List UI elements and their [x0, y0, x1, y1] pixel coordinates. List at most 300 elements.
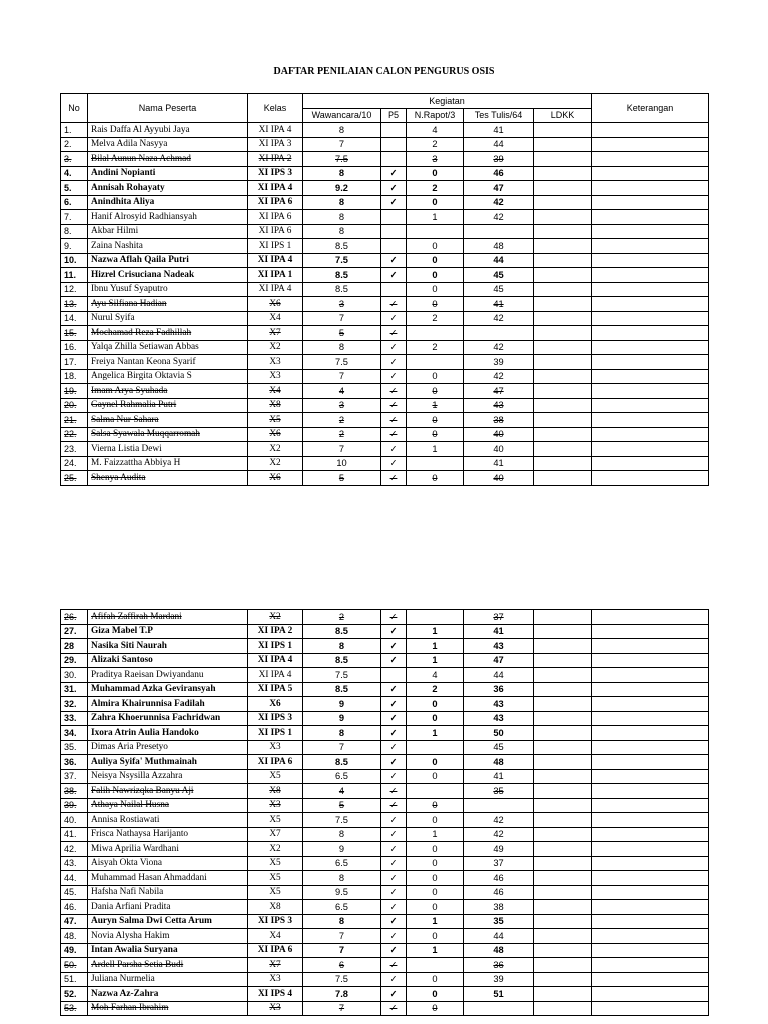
- row-kelas: X3: [248, 972, 303, 987]
- row-keterangan: [592, 900, 709, 915]
- row-kelas: XI IPS 1: [248, 726, 303, 741]
- row-nrapot: 0: [407, 798, 464, 813]
- row-nama: Nasika Siti Naurah: [88, 639, 248, 654]
- row-ldkk: [534, 798, 592, 813]
- row-no: 2.: [61, 137, 88, 152]
- row-kelas: X6: [248, 471, 303, 486]
- row-nama: M. Faizzattha Abbiya H: [88, 456, 248, 471]
- header-testulis: Tes Tulis/64: [464, 108, 534, 123]
- row-no: 19.: [61, 384, 88, 399]
- row-nrapot: 0: [407, 1001, 464, 1016]
- table-row: [61, 842, 709, 857]
- row-nama: Ayu Silfiana Hadian: [88, 297, 248, 312]
- row-kelas: XI IPA 6: [248, 755, 303, 770]
- row-wawancara: 7: [303, 137, 381, 152]
- row-wawancara: 9.5: [303, 885, 381, 900]
- row-wawancara: 7: [303, 1001, 381, 1016]
- row-nama: Nazwa Aflah Qaila Putri: [88, 253, 248, 268]
- row-keterangan: [592, 813, 709, 828]
- row-kelas: X7: [248, 958, 303, 973]
- row-wawancara: 5: [303, 471, 381, 486]
- row-testulis: 42: [464, 827, 534, 842]
- table-row: [61, 769, 709, 784]
- row-ldkk: [534, 972, 592, 987]
- row-no: 37.: [61, 769, 88, 784]
- row-nrapot: [407, 740, 464, 755]
- row-keterangan: [592, 123, 709, 138]
- row-kelas: X2: [248, 610, 303, 625]
- row-kelas: X4: [248, 311, 303, 326]
- row-wawancara: 7.5: [303, 152, 381, 167]
- row-nrapot: [407, 224, 464, 239]
- header-no: No: [61, 94, 88, 123]
- row-ldkk: [534, 123, 592, 138]
- row-nama: Rais Daffa Al Ayyubi Jaya: [88, 123, 248, 138]
- row-wawancara: 8: [303, 871, 381, 886]
- row-keterangan: [592, 639, 709, 654]
- header-nrapot: N.Rapot/3: [407, 108, 464, 123]
- row-nama: Moh Farhan Ibrahim: [88, 1001, 248, 1016]
- row-nama: Dania Arfiani Pradita: [88, 900, 248, 915]
- row-ldkk: [534, 137, 592, 152]
- row-no: 8.: [61, 224, 88, 239]
- row-keterangan: [592, 224, 709, 239]
- row-testulis: 40: [464, 471, 534, 486]
- row-ldkk: [534, 871, 592, 886]
- row-testulis: 35: [464, 914, 534, 929]
- row-kelas: XI IPA 4: [248, 253, 303, 268]
- row-nama: Zahra Khoerunnisa Fachridwan: [88, 711, 248, 726]
- row-keterangan: [592, 987, 709, 1002]
- row-no: 45.: [61, 885, 88, 900]
- row-keterangan: [592, 297, 709, 312]
- row-kelas: XI IPS 3: [248, 711, 303, 726]
- table-row: [61, 943, 709, 958]
- row-wawancara: 7: [303, 311, 381, 326]
- row-wawancara: 7: [303, 369, 381, 384]
- row-testulis: 44: [464, 137, 534, 152]
- row-wawancara: 8: [303, 224, 381, 239]
- row-wawancara: 2: [303, 427, 381, 442]
- row-keterangan: [592, 653, 709, 668]
- row-nama: Mochamad Reza Fadhillah: [88, 326, 248, 341]
- row-testulis: 44: [464, 253, 534, 268]
- row-kelas: X2: [248, 456, 303, 471]
- table-row: [61, 340, 709, 355]
- row-nama: Salma Nur Sahara: [88, 413, 248, 428]
- row-wawancara: 2: [303, 413, 381, 428]
- table-row: [61, 740, 709, 755]
- row-wawancara: 9: [303, 711, 381, 726]
- row-nama: Neisya Nsysilla Azzahra: [88, 769, 248, 784]
- row-kelas: XI IPS 3: [248, 166, 303, 181]
- row-nrapot: 0: [407, 253, 464, 268]
- row-nrapot: 0: [407, 972, 464, 987]
- row-no: 27.: [61, 624, 88, 639]
- row-ldkk: [534, 369, 592, 384]
- row-no: 20.: [61, 398, 88, 413]
- table-row: [61, 755, 709, 770]
- row-ldkk: [534, 384, 592, 399]
- row-testulis: 36: [464, 958, 534, 973]
- row-no: 51.: [61, 972, 88, 987]
- row-no: 48.: [61, 929, 88, 944]
- row-ldkk: [534, 682, 592, 697]
- table-row: [61, 929, 709, 944]
- row-nama: Muhammad Azka Geviransyah: [88, 682, 248, 697]
- row-ldkk: [534, 471, 592, 486]
- row-nrapot: [407, 355, 464, 370]
- row-ldkk: [534, 427, 592, 442]
- table-row: [61, 326, 709, 341]
- row-no: 18.: [61, 369, 88, 384]
- row-p5: ✓: [381, 856, 407, 871]
- row-nrapot: [407, 958, 464, 973]
- row-kelas: XI IPS 1: [248, 239, 303, 254]
- row-keterangan: [592, 268, 709, 283]
- row-nrapot: 0: [407, 239, 464, 254]
- row-testulis: 47: [464, 653, 534, 668]
- row-kelas: X8: [248, 398, 303, 413]
- header-wawancara: Wawancara/10: [303, 108, 381, 123]
- row-p5: [381, 282, 407, 297]
- row-kelas: X5: [248, 813, 303, 828]
- row-nrapot: 1: [407, 210, 464, 225]
- row-ldkk: [534, 784, 592, 799]
- row-keterangan: [592, 195, 709, 210]
- row-no: 39.: [61, 798, 88, 813]
- row-testulis: 42: [464, 210, 534, 225]
- row-testulis: 38: [464, 413, 534, 428]
- row-nama: Nurul Syifa: [88, 311, 248, 326]
- row-wawancara: 8.5: [303, 755, 381, 770]
- row-no: 1.: [61, 123, 88, 138]
- row-wawancara: 8: [303, 914, 381, 929]
- row-wawancara: 4: [303, 384, 381, 399]
- row-ldkk: [534, 239, 592, 254]
- row-no: 25.: [61, 471, 88, 486]
- row-no: 17.: [61, 355, 88, 370]
- table-row: [61, 885, 709, 900]
- table-row: [61, 726, 709, 741]
- table-row: [61, 210, 709, 225]
- row-keterangan: [592, 726, 709, 741]
- row-wawancara: 8: [303, 210, 381, 225]
- table-row: [61, 813, 709, 828]
- row-wawancara: 8: [303, 195, 381, 210]
- row-testulis: 41: [464, 769, 534, 784]
- row-p5: ✓: [381, 610, 407, 625]
- table-row: [61, 398, 709, 413]
- row-keterangan: [592, 856, 709, 871]
- row-p5: [381, 224, 407, 239]
- row-ldkk: [534, 726, 592, 741]
- row-ldkk: [534, 1001, 592, 1016]
- table-row: [61, 1001, 709, 1016]
- row-wawancara: 6.5: [303, 769, 381, 784]
- table-1-body: [61, 123, 709, 486]
- row-kelas: X6: [248, 427, 303, 442]
- row-no: 5.: [61, 181, 88, 196]
- row-testulis: 47: [464, 181, 534, 196]
- row-nama: Hanif Alrosyid Radhiansyah: [88, 210, 248, 225]
- row-no: 42.: [61, 842, 88, 857]
- row-nama: Yalqa Zhilla Setiawan Abbas: [88, 340, 248, 355]
- row-nama: Muhammad Hasan Ahmaddani: [88, 871, 248, 886]
- table-row: [61, 653, 709, 668]
- row-nrapot: 0: [407, 987, 464, 1002]
- row-nrapot: 0: [407, 384, 464, 399]
- row-wawancara: 6.5: [303, 856, 381, 871]
- row-p5: ✓: [381, 697, 407, 712]
- row-p5: ✓: [381, 297, 407, 312]
- row-p5: ✓: [381, 929, 407, 944]
- row-testulis: 44: [464, 668, 534, 683]
- row-testulis: 44: [464, 929, 534, 944]
- row-keterangan: [592, 610, 709, 625]
- table-row: [61, 282, 709, 297]
- row-wawancara: 6: [303, 958, 381, 973]
- row-kelas: X7: [248, 827, 303, 842]
- row-p5: ✓: [381, 827, 407, 842]
- row-testulis: 41: [464, 624, 534, 639]
- row-nama: Aisyah Okta Viona: [88, 856, 248, 871]
- row-keterangan: [592, 827, 709, 842]
- row-kelas: XI IPA 2: [248, 152, 303, 167]
- row-wawancara: 7.5: [303, 813, 381, 828]
- row-ldkk: [534, 152, 592, 167]
- row-p5: ✓: [381, 653, 407, 668]
- row-p5: ✓: [381, 355, 407, 370]
- row-wawancara: 8: [303, 726, 381, 741]
- table-row: [61, 972, 709, 987]
- row-p5: ✓: [381, 384, 407, 399]
- row-nrapot: [407, 456, 464, 471]
- row-nrapot: 0: [407, 929, 464, 944]
- row-ldkk: [534, 413, 592, 428]
- table-row: [61, 914, 709, 929]
- row-ldkk: [534, 929, 592, 944]
- row-testulis: 42: [464, 195, 534, 210]
- row-wawancara: 6.5: [303, 900, 381, 915]
- row-keterangan: [592, 239, 709, 254]
- row-p5: ✓: [381, 972, 407, 987]
- row-testulis: 40: [464, 427, 534, 442]
- row-nama: Ixora Atrin Aulia Handoko: [88, 726, 248, 741]
- row-no: 46.: [61, 900, 88, 915]
- row-keterangan: [592, 842, 709, 857]
- row-nama: Hafsha Nafi Nabila: [88, 885, 248, 900]
- table-row: [61, 471, 709, 486]
- row-p5: [381, 123, 407, 138]
- row-keterangan: [592, 326, 709, 341]
- row-nrapot: 0: [407, 166, 464, 181]
- row-wawancara: 7.5: [303, 355, 381, 370]
- row-nama: Miwa Aprilia Wardhani: [88, 842, 248, 857]
- row-nama: Afifah Zaffirah Mardani: [88, 610, 248, 625]
- table-row: [61, 668, 709, 683]
- row-p5: ✓: [381, 900, 407, 915]
- row-kelas: XI IPS 4: [248, 987, 303, 1002]
- row-testulis: 42: [464, 340, 534, 355]
- row-kelas: X3: [248, 1001, 303, 1016]
- row-p5: ✓: [381, 885, 407, 900]
- row-testulis: 43: [464, 639, 534, 654]
- row-nrapot: 0: [407, 268, 464, 283]
- row-kelas: X5: [248, 856, 303, 871]
- row-no: 7.: [61, 210, 88, 225]
- row-ldkk: [534, 711, 592, 726]
- row-p5: ✓: [381, 311, 407, 326]
- row-nrapot: 0: [407, 369, 464, 384]
- row-p5: ✓: [381, 166, 407, 181]
- table-row: [61, 355, 709, 370]
- row-wawancara: 7.5: [303, 668, 381, 683]
- row-nrapot: 2: [407, 181, 464, 196]
- header-row-top: [61, 94, 709, 109]
- row-keterangan: [592, 311, 709, 326]
- row-wawancara: 9: [303, 842, 381, 857]
- row-ldkk: [534, 253, 592, 268]
- row-nama: Dimas Aria Presetyo: [88, 740, 248, 755]
- row-no: 23.: [61, 442, 88, 457]
- row-wawancara: 8.5: [303, 653, 381, 668]
- row-testulis: 42: [464, 311, 534, 326]
- row-kelas: XI IPA 5: [248, 682, 303, 697]
- table-row: [61, 871, 709, 886]
- row-nama: Zaina Nashita: [88, 239, 248, 254]
- row-ldkk: [534, 456, 592, 471]
- row-keterangan: [592, 442, 709, 457]
- row-nrapot: 0: [407, 297, 464, 312]
- row-keterangan: [592, 181, 709, 196]
- row-nama: Bilal Aunun Naza Achmad: [88, 152, 248, 167]
- row-testulis: 46: [464, 885, 534, 900]
- row-no: 49.: [61, 943, 88, 958]
- row-testulis: 41: [464, 456, 534, 471]
- row-wawancara: 8.5: [303, 682, 381, 697]
- table-row: [61, 639, 709, 654]
- row-nrapot: 4: [407, 668, 464, 683]
- row-testulis: [464, 224, 534, 239]
- row-ldkk: [534, 653, 592, 668]
- row-testulis: 41: [464, 297, 534, 312]
- row-wawancara: 8: [303, 340, 381, 355]
- row-ldkk: [534, 398, 592, 413]
- header-ldkk: LDKK: [534, 108, 592, 123]
- row-keterangan: [592, 210, 709, 225]
- row-kelas: XI IPS 3: [248, 914, 303, 929]
- row-p5: ✓: [381, 987, 407, 1002]
- row-kelas: X5: [248, 885, 303, 900]
- row-keterangan: [592, 166, 709, 181]
- row-p5: ✓: [381, 755, 407, 770]
- row-p5: [381, 152, 407, 167]
- table-row: [61, 297, 709, 312]
- row-keterangan: [592, 871, 709, 886]
- row-kelas: X4: [248, 929, 303, 944]
- table-row: [61, 369, 709, 384]
- row-ldkk: [534, 740, 592, 755]
- row-testulis: 36: [464, 682, 534, 697]
- row-kelas: XI IPA 3: [248, 137, 303, 152]
- row-p5: ✓: [381, 842, 407, 857]
- table-row: [61, 427, 709, 442]
- table-row: [61, 137, 709, 152]
- row-no: 31.: [61, 682, 88, 697]
- row-nama: Ardell Parsha Setia Budi: [88, 958, 248, 973]
- row-keterangan: [592, 384, 709, 399]
- row-no: 44.: [61, 871, 88, 886]
- row-p5: ✓: [381, 682, 407, 697]
- row-no: 34.: [61, 726, 88, 741]
- row-nama: Falih Nawrizqka Banyu Aji: [88, 784, 248, 799]
- row-ldkk: [534, 195, 592, 210]
- row-no: 41.: [61, 827, 88, 842]
- table-row: [61, 268, 709, 283]
- table-row: [61, 384, 709, 399]
- row-keterangan: [592, 943, 709, 958]
- row-testulis: 43: [464, 697, 534, 712]
- row-keterangan: [592, 253, 709, 268]
- row-nama: Novia Alysha Hakim: [88, 929, 248, 944]
- row-kelas: XI IPA 6: [248, 943, 303, 958]
- row-p5: ✓: [381, 914, 407, 929]
- row-ldkk: [534, 885, 592, 900]
- row-wawancara: 7: [303, 943, 381, 958]
- row-kelas: X3: [248, 355, 303, 370]
- row-p5: [381, 668, 407, 683]
- row-keterangan: [592, 740, 709, 755]
- row-ldkk: [534, 224, 592, 239]
- row-p5: ✓: [381, 740, 407, 755]
- row-wawancara: 7.8: [303, 987, 381, 1002]
- row-p5: ✓: [381, 784, 407, 799]
- row-kelas: XI IPA 4: [248, 123, 303, 138]
- row-testulis: 40: [464, 442, 534, 457]
- row-wawancara: 7: [303, 929, 381, 944]
- row-keterangan: [592, 929, 709, 944]
- row-nrapot: [407, 784, 464, 799]
- row-wawancara: 8.5: [303, 239, 381, 254]
- row-ldkk: [534, 943, 592, 958]
- row-nrapot: 1: [407, 653, 464, 668]
- row-p5: ✓: [381, 398, 407, 413]
- row-no: 13.: [61, 297, 88, 312]
- row-no: 28: [61, 639, 88, 654]
- row-no: 43.: [61, 856, 88, 871]
- table-row: [61, 697, 709, 712]
- row-nama: Gaynel Rahmalia Putri: [88, 398, 248, 413]
- row-kelas: XI IPA 6: [248, 224, 303, 239]
- row-kelas: X3: [248, 369, 303, 384]
- row-keterangan: [592, 624, 709, 639]
- row-nrapot: 2: [407, 682, 464, 697]
- row-kelas: XI IPA 4: [248, 668, 303, 683]
- row-keterangan: [592, 798, 709, 813]
- row-nrapot: 0: [407, 813, 464, 828]
- row-kelas: X3: [248, 740, 303, 755]
- table-row: [61, 856, 709, 871]
- row-testulis: 45: [464, 282, 534, 297]
- row-no: 38.: [61, 784, 88, 799]
- row-keterangan: [592, 668, 709, 683]
- row-nrapot: 0: [407, 711, 464, 726]
- row-testulis: 37: [464, 610, 534, 625]
- row-no: 6.: [61, 195, 88, 210]
- row-ldkk: [534, 900, 592, 915]
- row-ldkk: [534, 914, 592, 929]
